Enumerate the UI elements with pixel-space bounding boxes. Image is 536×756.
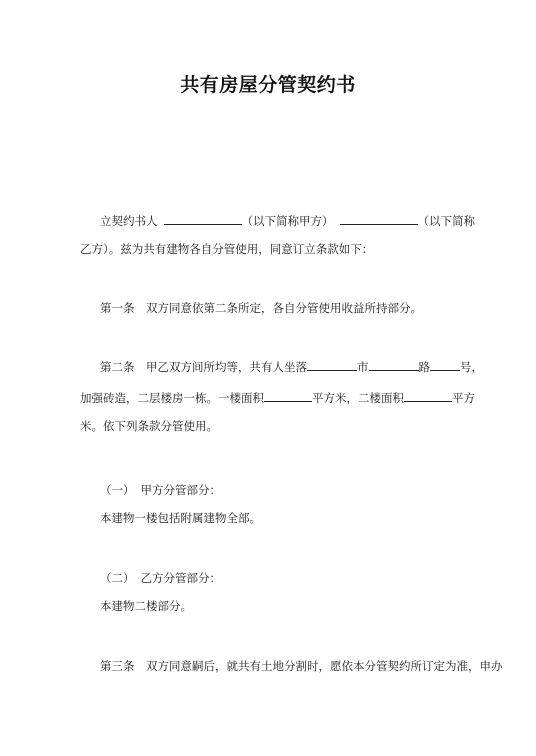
- parties-lead: 立契约书人: [100, 214, 158, 228]
- article-2-line-2: [80, 389, 475, 406]
- parties-line-2: 乙方）。兹为共有建物各自分管使用，同意订立条款如下：: [80, 242, 374, 256]
- section-1-body: 本建物一楼包括附属建物全部。: [100, 511, 261, 525]
- article-2-text-e: 加强砖造，二层楼房一栋。一楼面积: [80, 391, 264, 405]
- section-2-title: 乙方分管部分：: [140, 571, 221, 585]
- road-label: 路: [418, 360, 430, 374]
- article-2-line-1: [100, 358, 483, 375]
- article-2-text-a: 第二条 甲乙双方间所均等，共有人坐落: [100, 360, 307, 374]
- article-1: 第一条 双方同意依第二条所定，各自分管使用收益所持部分。: [100, 301, 422, 315]
- section-1-heading: [100, 482, 221, 498]
- document-title: 共有房屋分管契约书: [180, 74, 356, 96]
- parties-line: [100, 212, 475, 229]
- floor1-area-blank[interactable]: [264, 389, 312, 402]
- party-b-blank[interactable]: [340, 212, 418, 225]
- section-2-body: 本建物二楼部分。: [100, 599, 192, 613]
- party-b-note: （以下简称: [417, 214, 475, 228]
- number-blank[interactable]: [430, 358, 460, 371]
- section-1-title: 甲方分管部分：: [140, 483, 221, 497]
- road-blank[interactable]: [369, 358, 419, 371]
- article-2-line-3: 米。依下列条款分管使用。: [80, 419, 218, 433]
- number-label: 号，: [460, 360, 483, 374]
- party-a-blank[interactable]: [164, 212, 242, 225]
- party-a-note: （以下简称甲方）: [241, 214, 334, 228]
- floor2-area-blank[interactable]: [404, 389, 452, 402]
- article-2-text-g: 平方: [452, 391, 475, 405]
- city-blank[interactable]: [307, 358, 357, 371]
- section-2-heading: [100, 570, 221, 586]
- city-label: 市: [357, 360, 369, 374]
- section-2-label: （二）: [100, 571, 135, 585]
- article-2-text-f: 平方米，二楼面积: [312, 391, 404, 405]
- section-1-label: （一）: [100, 483, 135, 497]
- article-3: 第三条 双方同意嗣后，就共有土地分割时，愿依本分管契约所订定为准，申办: [100, 659, 503, 673]
